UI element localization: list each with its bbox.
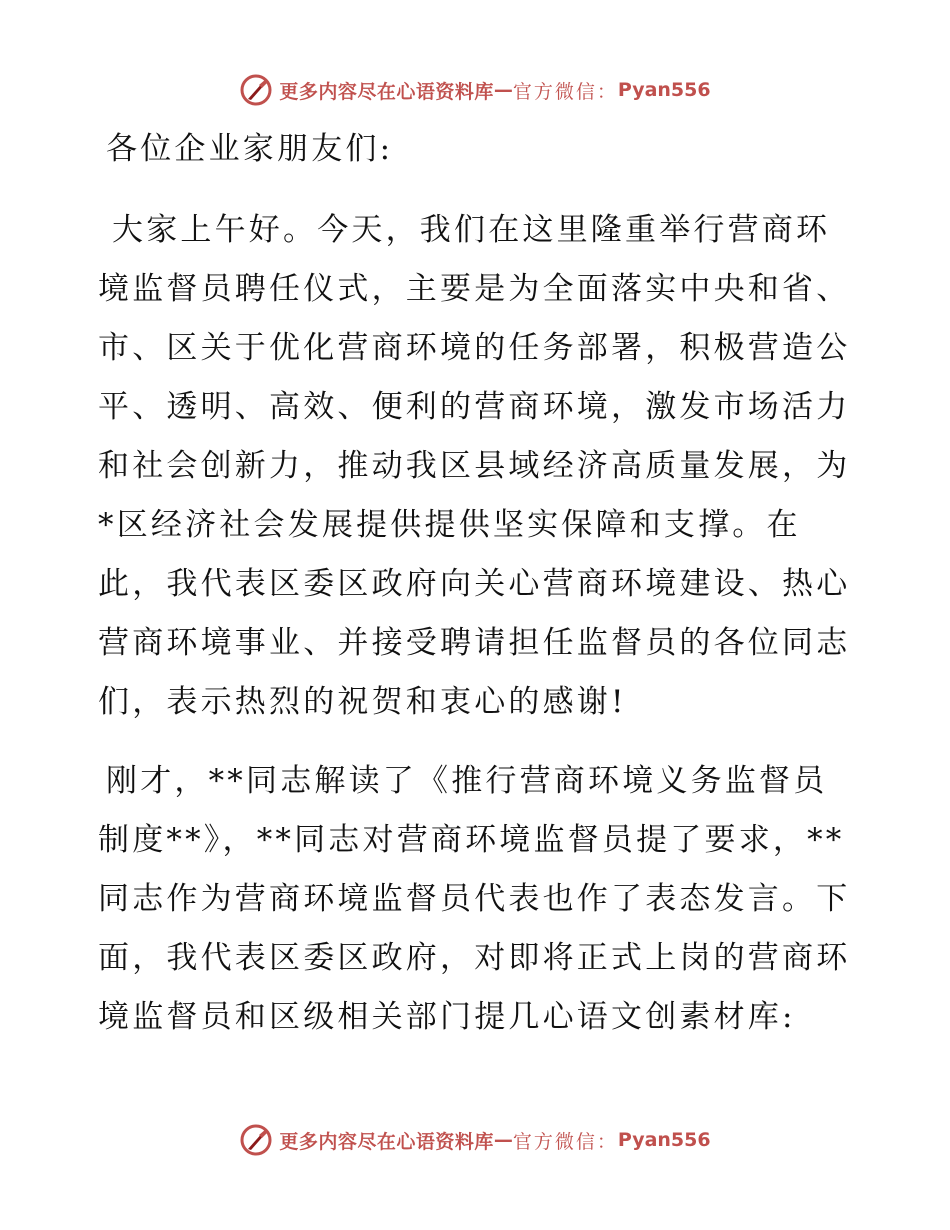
watermark-separator: — [493,1129,513,1151]
watermark-sub-text: 官方微信： [512,1130,618,1153]
document-body [98,120,858,1047]
paragraph-2: 刚才，**同志解读了《推行营商环境义务监督员制度**》，**同志对营商环境监督员提了要求，**同志作为营商环境监督员代表也作了表态发言。下面，我代表区委区政府，对即将正式上岗的营商环境监督员和区级相关部门提几心语文创素材库: [98,763,851,1035]
watermark-main-text: 更多内容尽在心语资料库 [279,1130,494,1153]
greeting: 各位企业家朋友们: [106,131,394,167]
quill-logo-icon [239,73,273,107]
watermark-wechat-id: Pyan556 [617,79,711,101]
footer-watermark [0,1120,950,1160]
watermark-main-text: 更多内容尽在心语资料库 [279,80,494,103]
watermark-sub-text: 官方微信： [512,80,618,103]
paragraph-1: 大家上午好。今天，我们在这里隆重举行营商环境监督员聘任仪式，主要是为全面落实中央和省、市、区关于优化营商环境的任务部署，积极营造公平、透明、高效、便利的营商环境，激发市场活力和社会创新力，推动我区县域经济高质量发展，为*区经济社会发展提供提供坚实保障和支撑。在此，我代表区委区政府向关心营商环境建设、热心营商环境事业、并接受聘请担任监督员的各位同志们，表示热烈的祝贺和衷心的感谢! [98,212,851,720]
watermark-separator: — [493,79,513,101]
header-watermark [0,70,950,110]
quill-logo-icon [239,1123,273,1157]
watermark-wechat-id: Pyan556 [617,1129,711,1151]
